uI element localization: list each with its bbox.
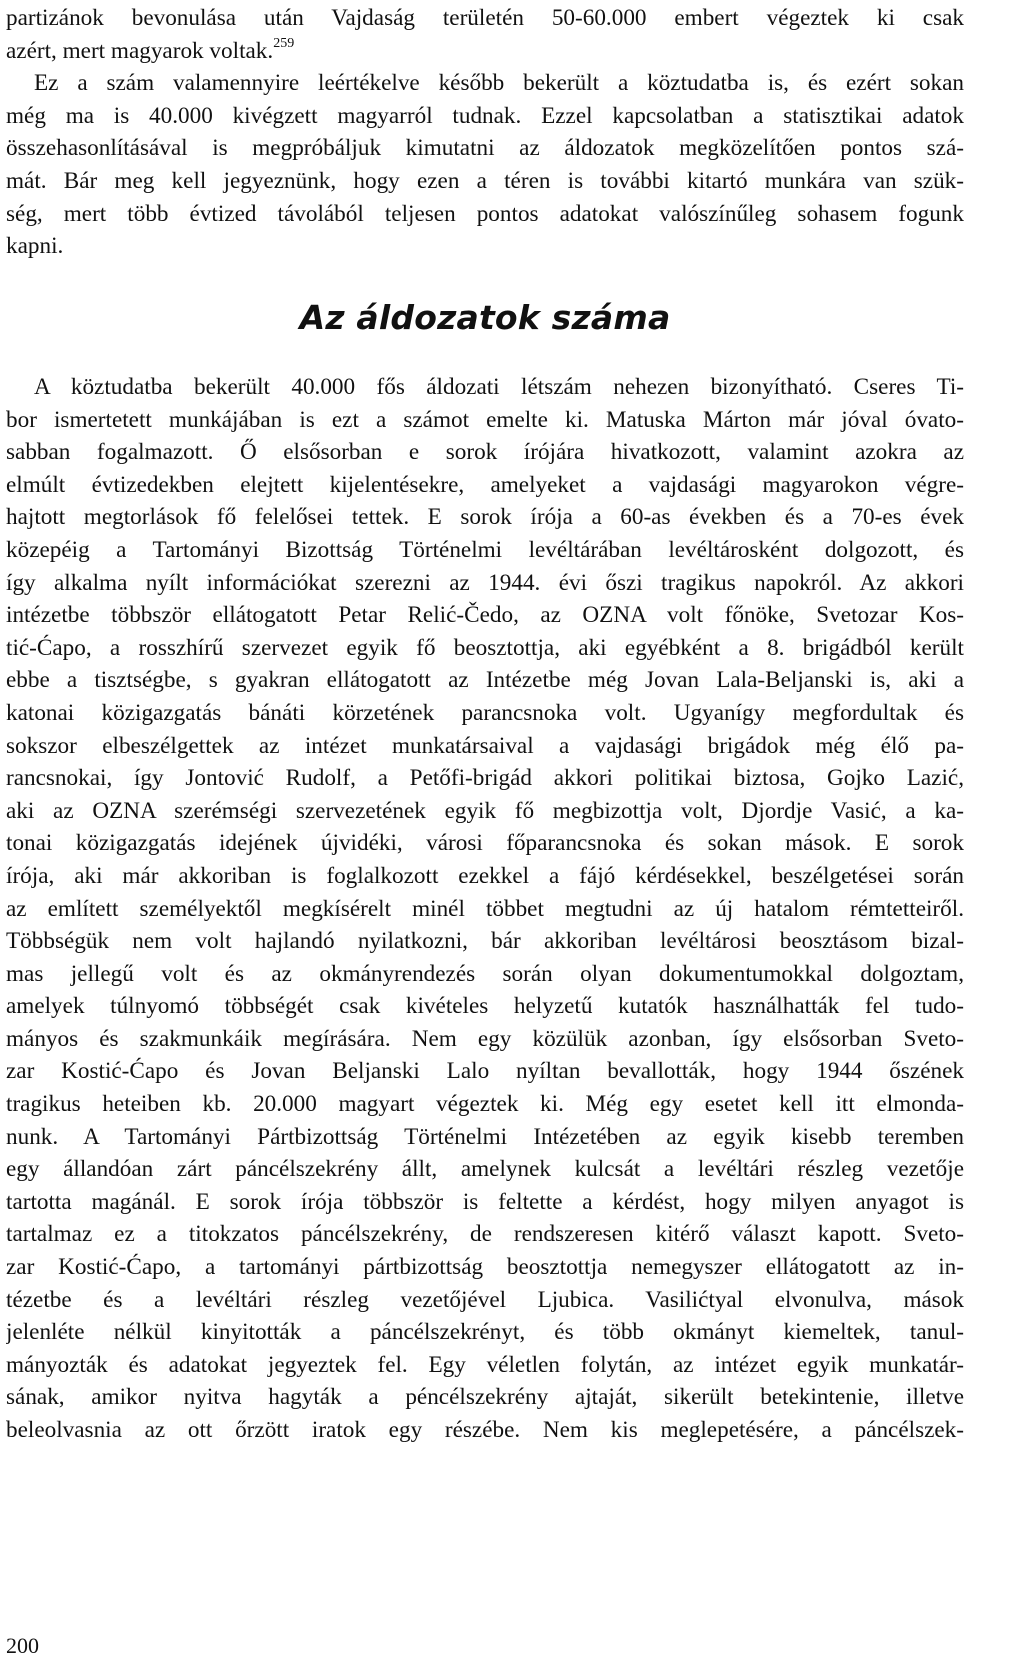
text-line-with-footnote	[6, 35, 964, 68]
page-number: 200	[6, 1633, 39, 1658]
text-line: Többségük nem volt hajlandó nyilatkozni, bár akkoriban levéltárosi beosztásom bizal-	[6, 928, 964, 955]
text-line: sabban fogalmazott. Ő elsősorban e sorok írójára hivatkozott, valamint azokra az	[6, 439, 964, 466]
text-line: mányos és szakmunkáik megírására. Nem egy közülük azonban, így elsősorban Sveto-	[6, 1025, 964, 1052]
text-line: rancsnokai, így Jontović Rudolf, a Petőfi-brigád akkori politikai biztosa, Gojko Lazić,	[6, 765, 964, 792]
text-line: aki az OZNA szerémségi szervezetének egyik fő megbizottja volt, Djordje Vasić, a ka-	[6, 797, 964, 824]
text-line: egy állandóan zárt páncélszekrény állt, amelynek kulcsát a levéltári részleg vezetője	[6, 1156, 964, 1183]
text-line: intézetbe többször ellátogatott Petar Relić-Čedo, az OZNA volt főnöke, Svetozar Kos-	[6, 602, 964, 629]
text-line: tragikus heteiben kb. 20.000 magyart végeztek ki. Még egy esetet kell itt elmonda-	[6, 1091, 964, 1118]
text-line: mányozták és adatokat jegyeztek fel. Egy véletlen folytán, az intézet egyik munkatár-	[6, 1351, 964, 1378]
text-line: tartalmaz ez a titokzatos páncélszekrény, de rendszeresen kitérő választ kapott. Sveto-	[6, 1221, 964, 1248]
text-line: zar Kostić-Ćapo, a tartományi pártbizottság beosztottja nemegyszer ellátogatott az in-	[6, 1254, 964, 1281]
paragraph-intro	[6, 2, 964, 263]
text-line: mas jellegű volt és az okmányrendezés során olyan dokumentumokkal dolgoztam,	[6, 960, 964, 987]
text-line: bor ismertetett munkájában is ezt a számot emelte ki. Matuska Márton már jóval óvato-	[6, 406, 964, 433]
text-line: Ez a szám valamennyire leértékelve később bekerült a köztudatba is, és ezért sokan	[34, 70, 964, 97]
text-line: tonai közigazgatás idejének újvidéki, városi főparancsnoka és sokan mások. E sorok	[6, 830, 964, 857]
text-line: A köztudatba bekerült 40.000 fős áldozati létszám nehezen bizonyítható. Cseres Ti-	[34, 374, 964, 400]
text-line: mát. Bár meg kell jegyeznünk, hogy ezen a téren is további kitartó munkára van szük-	[6, 167, 964, 194]
text-line: tartotta magánál. E sorok írója többször is feltette a kérdést, hogy milyen anyagot is	[6, 1188, 964, 1215]
text-line: ség, mert több évtized távolából teljesen pontos adatokat valószínűleg sohasem fogunk	[6, 200, 964, 227]
text-line: összehasonlításával is megpróbáljuk kimutatni az áldozatok megközelítően pontos szá-	[6, 135, 964, 162]
text-line: tézetbe és a levéltári részleg vezetőjével Ljubica. Vasilićtyal elvonulva, mások	[6, 1286, 964, 1313]
text-line: nunk. A Tartományi Pártbizottság Történelmi Intézetében az egyik kisebb teremben	[6, 1123, 964, 1150]
text-line: partizánok bevonulása után Vajdaság területén 50-60.000 embert végeztek ki csak	[6, 5, 964, 31]
text-line: közepéig a Tartományi Bizottság Történelmi levéltárában levéltárosként dolgozott, és	[6, 536, 964, 563]
text-line: hajtott megtorlások fő felelősei tettek. E sorok írója a 60-as években és a 70-es évek	[6, 504, 964, 531]
footnote-reference: 259	[273, 35, 295, 51]
text-line: jelenléte nélkül kinyitották a páncélszekrényt, és több okmányt kiemeltek, tanul-	[6, 1319, 964, 1346]
text-line: elmúlt évtizedekben elejtett kijelentésekre, amelyeket a vajdasági magyarokon végre-	[6, 471, 964, 498]
text-line: tić-Ćapo, a rosszhírű szervezet egyik fő beosztottja, aki egyébként a 8. brigádból került	[6, 634, 964, 661]
text-line: írója, aki már akkoriban is foglalkozott ezekkel a fájó kérdésekkel, beszélgetései során	[6, 862, 964, 889]
text-line: még ma is 40.000 kivégzett magyarról tudnak. Ezzel kapcsolatban a statisztikai adatok	[6, 102, 964, 129]
paragraph-body	[6, 371, 964, 1447]
section-heading: Az áldozatok száma	[299, 298, 671, 337]
text-line: beleolvasnia az ott őrzött iratok egy részébe. Nem kis meglepetésére, a páncélszek-	[6, 1417, 964, 1443]
text-line: zar Kostić-Ćapo és Jovan Beljanski Lalo nyíltan bevallották, hogy 1944 őszének	[6, 1058, 964, 1085]
text-line: ebbe a tisztségbe, s gyakran ellátogatott az Intézetbe még Jovan Lala-Beljanski is, aki a	[6, 667, 964, 694]
text-line: sokszor elbeszélgettek az intézet munkatársaival a vajdasági brigádok még élő pa-	[6, 732, 964, 759]
text-line: katonai közigazgatás bánáti körzetének parancsnoka volt. Ugyanígy megfordultak és	[6, 699, 964, 726]
text-line: sának, amikor nyitva hagyták a péncélszekrény ajtaját, sikerült betekintenie, illetve	[6, 1384, 964, 1411]
text-line: azért, mert magyarok voltak.	[6, 37, 274, 64]
text-line: amelyek túlnyomó többségét csak kivételes helyzetű kutatók használhatták fel tudo-	[6, 993, 964, 1020]
text-line: így alkalma nyílt információkat szerezni az 1944. évi őszi tragikus napokról. Az akkori	[6, 569, 964, 596]
text-line: kapni.	[6, 233, 64, 260]
text-line: az említett személyektől megkísérelt minél többet megtudni az új hatalom rémtetteiről.	[6, 895, 964, 922]
